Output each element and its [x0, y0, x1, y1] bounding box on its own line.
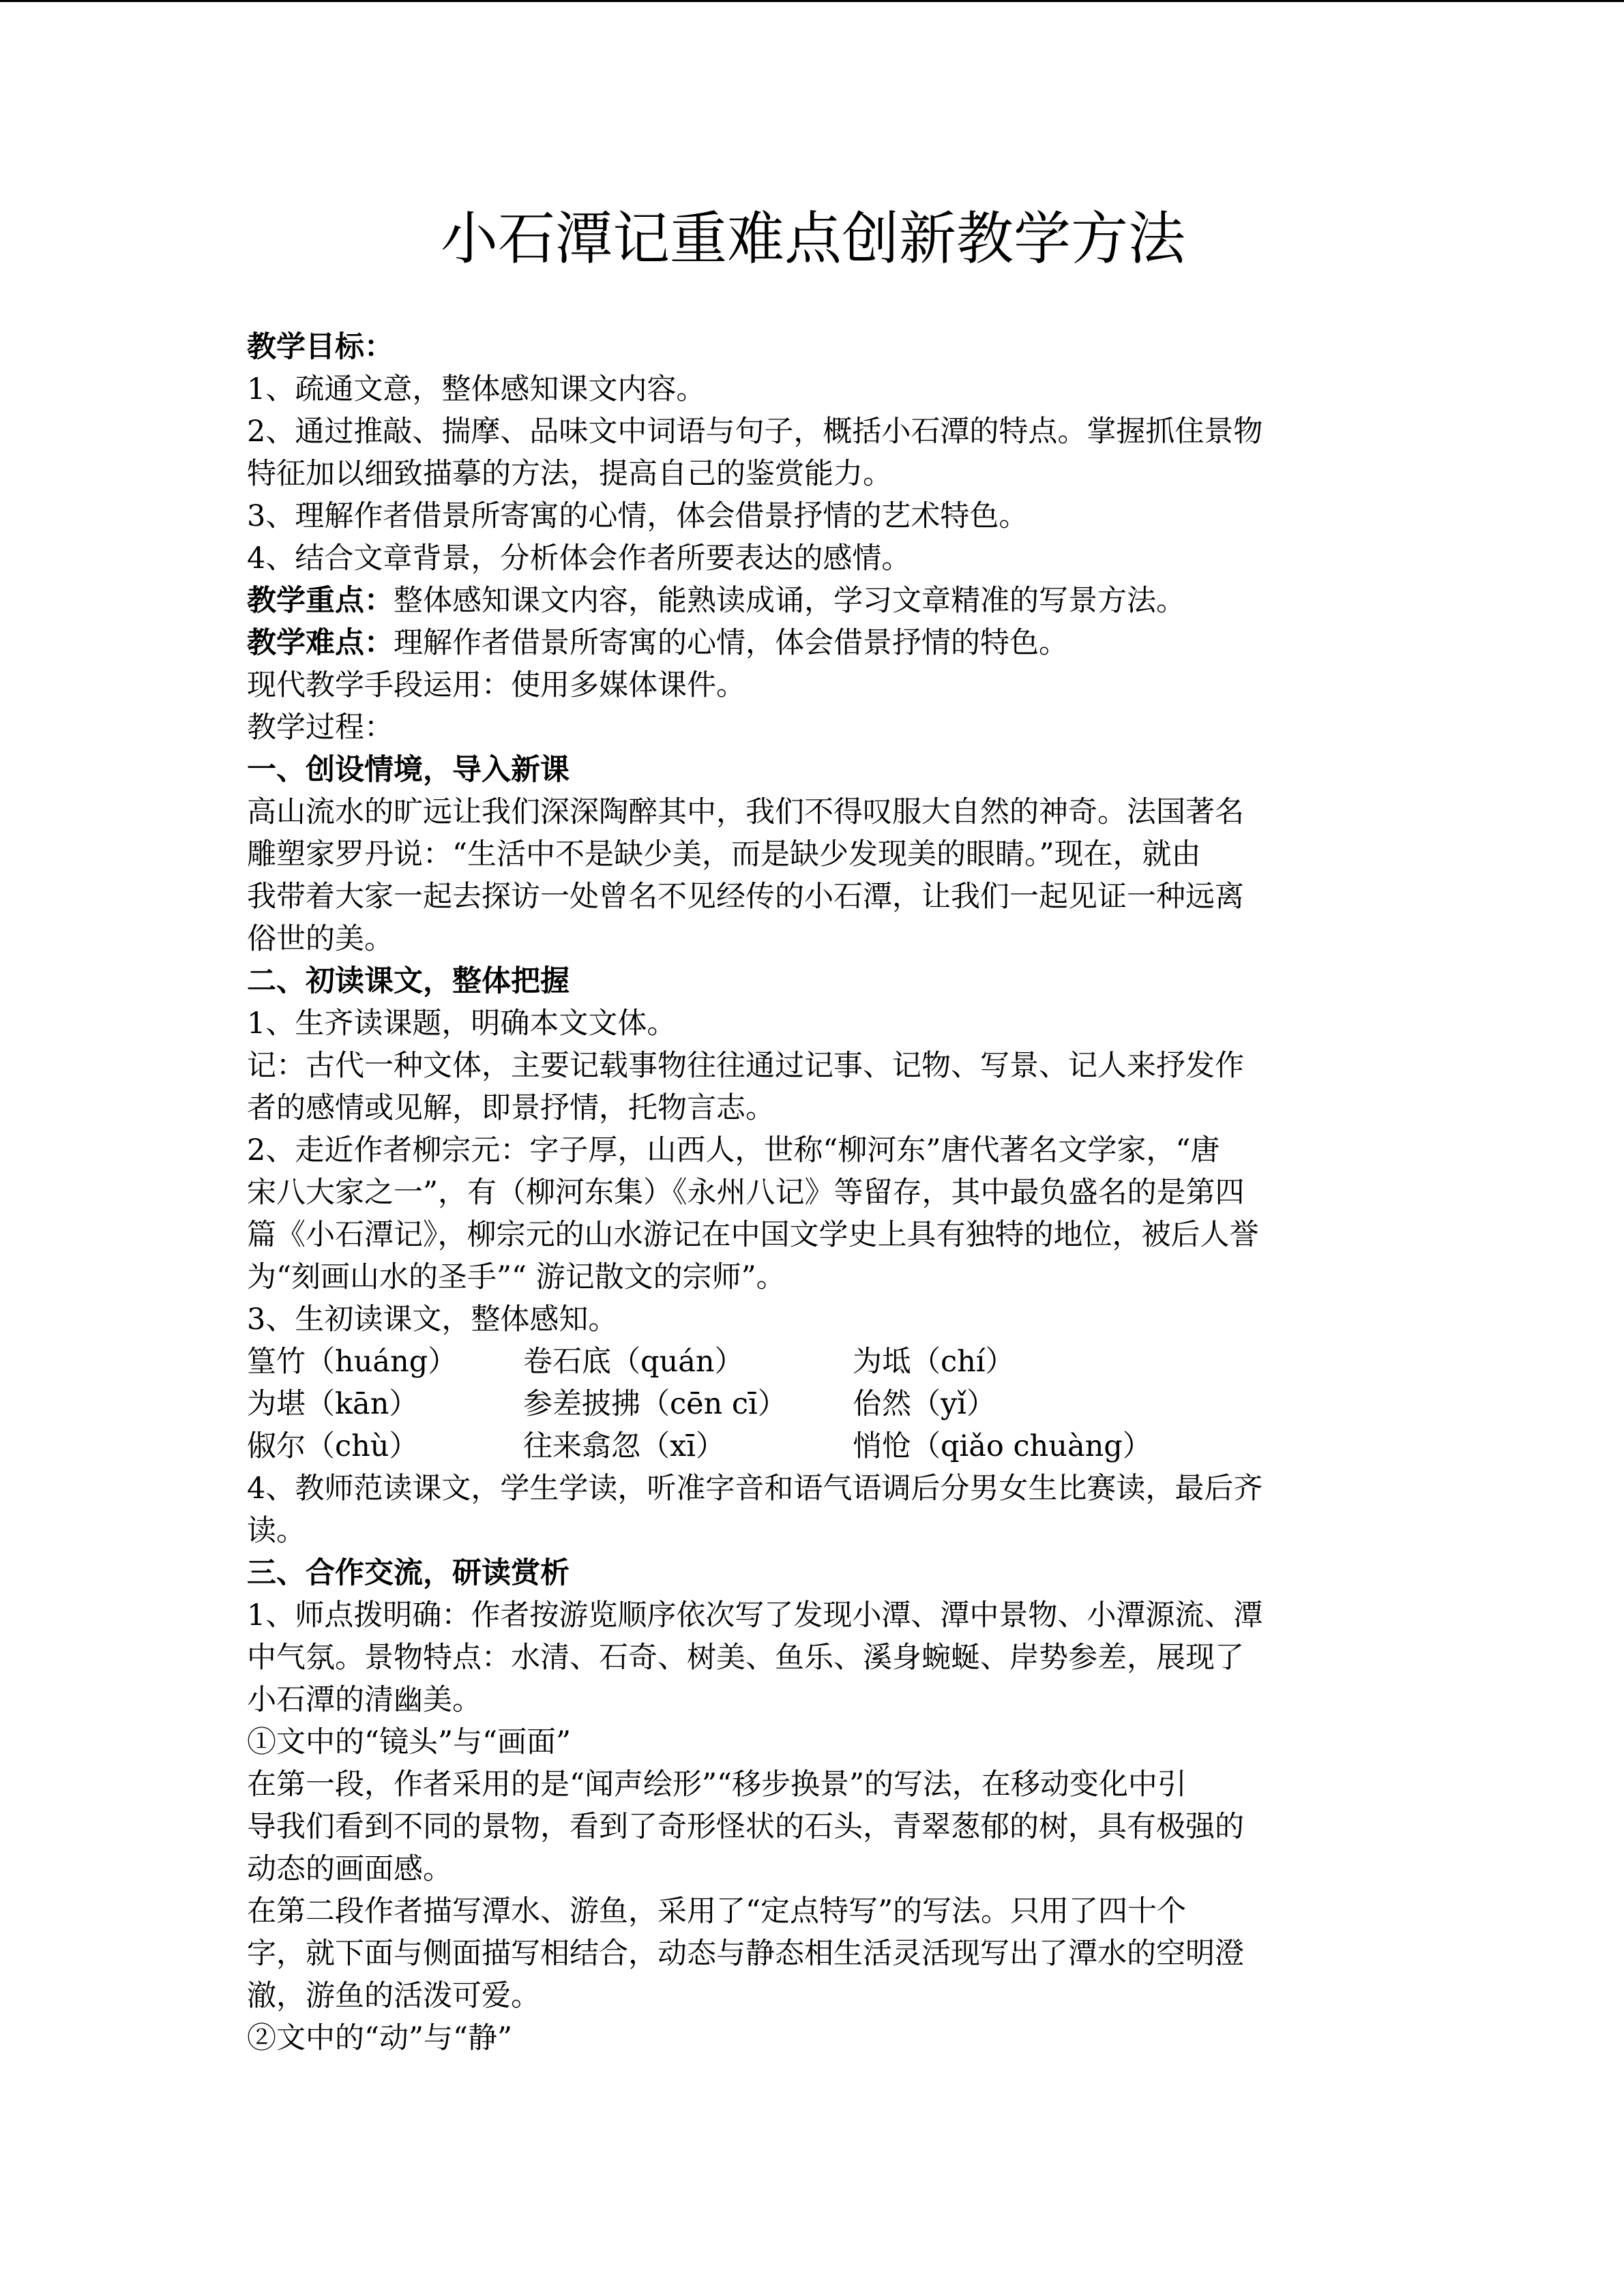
vocab-row	[247, 1425, 1379, 1467]
paragraph-line: 者的感情或见解，即景抒情，托物言志。	[247, 1091, 775, 1125]
vocab-item: 悄怆（qiǎo chuàng）	[853, 1429, 1152, 1463]
paragraph-line: 1、师点拨明确：作者按游览顺序依次写了发现小潭、潭中景物、小潭源流、潭	[247, 1598, 1263, 1632]
paragraph-line: 导我们看到不同的景物，看到了奇形怪状的石头，青翠葱郁的树，具有极强的	[247, 1810, 1244, 1844]
paragraph-line: 宋八大家之一”，有（柳河东集）《永州八记》等留存，其中最负盛名的是第四	[247, 1176, 1245, 1210]
objective-line: 特征加以细致描摹的方法，提高自己的鉴赏能力。	[247, 457, 892, 491]
difficult-point-text: 理解作者借景所寄寓的心情，体会借景抒情的特色。	[394, 626, 1068, 660]
paragraph-line: 3、生初读课文，整体感知。	[247, 1302, 618, 1337]
document-title: 小石潭记重难点创新教学方法	[440, 205, 1185, 272]
top-border-line	[0, 0, 1624, 2]
vocab-item: 为坻（chí）	[853, 1345, 1015, 1379]
paragraph-line: ②文中的“动”与“静”	[247, 2021, 512, 2055]
document-body	[247, 326, 1379, 2059]
key-point	[247, 580, 1379, 622]
paragraph-line: 我带着大家一起去探访一处曾名不见经传的小石潭，让我们一起见证一种远离	[247, 880, 1244, 914]
process-heading: 教学过程：	[247, 711, 394, 745]
objective-line: 2、通过推敲、揣摩、品味文中词语与句子，概括小石潭的特点。掌握抓住景物	[247, 415, 1263, 449]
objective-line: 4、结合文章背景，分析体会作者所要表达的感情。	[247, 541, 911, 576]
paragraph-line: 为“刻画山水的圣手”“ 游记散文的宗师”。	[247, 1260, 786, 1294]
paragraph-line: 篇《小石潭记》，柳宗元的山水游记在中国文学史上具有独特的地位，被后人誉	[247, 1218, 1259, 1252]
vocab-item: 佁然（yǐ）	[853, 1387, 996, 1421]
paragraph-line: 澈，游鱼的活泼可爱。	[247, 1979, 540, 2013]
paragraph-line: 2、走近作者柳宗元：字子厚，山西人，世称“柳河东”唐代著名文学家，“唐	[247, 1133, 1220, 1167]
vocab-item: 卷石底（quán）	[523, 1345, 744, 1379]
vocab-item: 俶尔（chù）	[247, 1429, 419, 1463]
paragraph-line: 4、教师范读课文，学生学读，听准字音和语气语调后分男女生比赛读，最后齐	[247, 1472, 1263, 1506]
key-point-text: 整体感知课文内容，能熟读成诵，学习文章精准的写景方法。	[394, 584, 1185, 618]
section1-heading: 一、创设情境，导入新课	[247, 753, 570, 787]
vocab-row	[247, 1383, 1379, 1425]
media-line: 现代教学手段运用：使用多媒体课件。	[247, 668, 745, 702]
paragraph-line: 动态的画面感。	[247, 1852, 452, 1886]
objective-line: 1、疏通文意，整体感知课文内容。	[247, 372, 706, 406]
section2-heading: 二、初读课文，整体把握	[247, 964, 570, 998]
vocab-item: 往来翕忽（xī）	[523, 1429, 726, 1463]
vocab-item: 为堪（kān）	[247, 1387, 419, 1421]
paragraph-line: 中气氛。景物特点：水清、石奇、树美、鱼乐、溪身蜿蜒、岸势参差，展现了	[247, 1641, 1244, 1675]
paragraph-line: 读。	[247, 1514, 306, 1548]
paragraph-line: 高山流水的旷远让我们深深陶醉其中，我们不得叹服大自然的神奇。法国著名	[247, 795, 1244, 829]
key-point-label: 教学重点：	[247, 584, 394, 618]
objectives-heading: 教学目标：	[247, 330, 394, 364]
vocab-item: 篁竹（huáng）	[247, 1345, 458, 1379]
paragraph-line: 小石潭的清幽美。	[247, 1683, 482, 1717]
objective-line: 3、理解作者借景所寄寓的心情，体会借景抒情的艺术特色。	[247, 499, 1029, 533]
difficult-point-label: 教学难点：	[247, 626, 394, 660]
vocab-row	[247, 1341, 1379, 1383]
paragraph-line: 在第一段，作者采用的是“闻声绘形”“移步换景”的写法，在移动变化中引	[247, 1768, 1187, 1802]
difficult-point	[247, 622, 1379, 664]
paragraph-line: ①文中的“镜头”与“画面”	[247, 1725, 571, 1759]
paragraph-line: 俗世的美。	[247, 922, 394, 956]
paragraph-line: 雕塑家罗丹说：“生活中不是缺少美，而是缺少发现美的眼睛。”现在，就由	[247, 837, 1201, 871]
objectives-list	[247, 368, 1379, 580]
paragraph-line: 记：古代一种文体，主要记载事物往往通过记事、记物、写景、记人来抒发作	[247, 1049, 1244, 1083]
paragraph-line: 在第二段作者描写潭水、游鱼，采用了“定点特写”的写法。只用了四十个	[247, 1894, 1186, 1928]
vocab-item: 参差披拂（cēn cī）	[523, 1387, 787, 1421]
paragraph-line: 字，就下面与侧面描写相结合，动态与静态相生活灵活现写出了潭水的空明澄	[247, 1937, 1244, 1971]
section3-heading: 三、合作交流，研读赏析	[247, 1556, 570, 1590]
paragraph-line: 1、生齐读课题，明确本文文体。	[247, 1007, 677, 1041]
